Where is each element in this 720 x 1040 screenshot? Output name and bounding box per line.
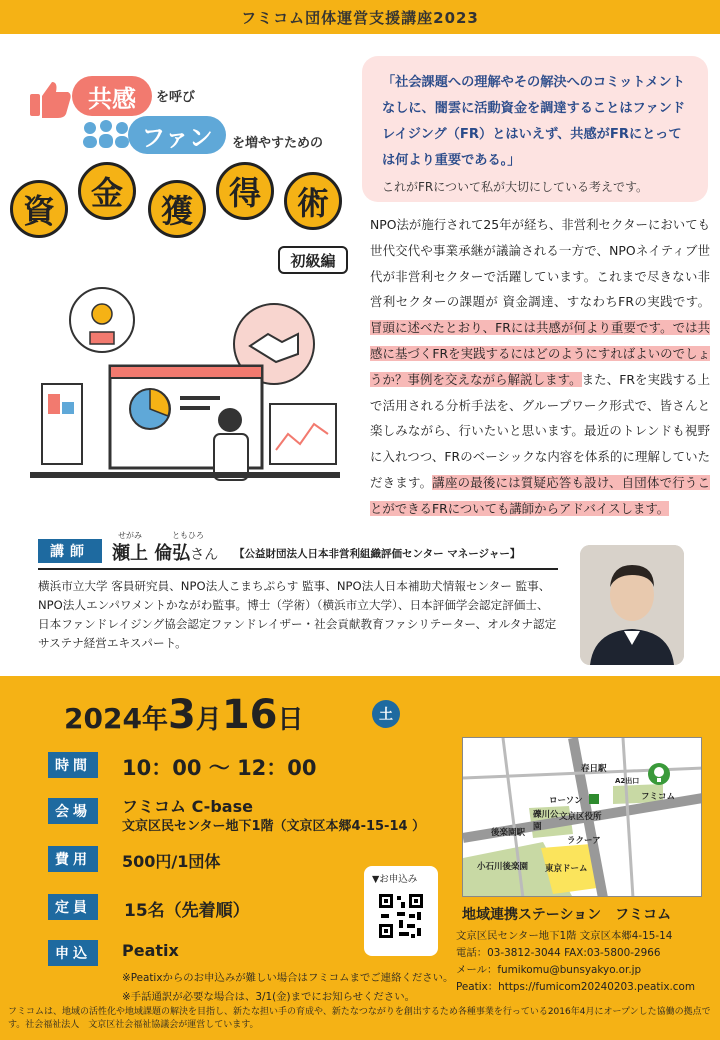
top-banner — [0, 0, 720, 34]
date-nichi: 日 — [277, 705, 304, 735]
date-year: 2024 — [64, 702, 142, 735]
apply-label: ▼お申込み — [372, 874, 418, 885]
label-capacity: 定員 — [48, 894, 98, 920]
wo-fuyasu-text: を増やすための — [232, 136, 324, 151]
banner-title: フミコム団体運営支援講座2023 — [241, 8, 479, 27]
body-highlight-2: 講座の最後には質疑応答も設け、自団体で行うことができるFRについても講師からアドバイスします。 — [370, 474, 710, 516]
station-mail[interactable]: メール：fumikomu@bunsyakyo.or.jp — [456, 964, 642, 976]
date-nen: 年 — [141, 705, 168, 735]
station-contact — [456, 928, 695, 996]
station-tel: 電話：03-3812-3044 FAX:03-5800-2966 — [456, 947, 661, 959]
qr-code-icon[interactable] — [377, 892, 425, 940]
map-label-a2: A2出口 — [615, 777, 640, 785]
lecturer-tag: 講師 — [38, 539, 102, 563]
body-p1: NPO法が施行されて25年が経ち、非営利セクターにおいても世代交代や事業承継が議論される一方で、NPOネイティブ世代が非営利セクターで活躍しています。これまで尽きない非営利セクターの課題が 資金調達、すなわちFRの実践です。 — [370, 217, 710, 310]
title-char-5: 術 — [284, 172, 342, 230]
lecturer-photo — [580, 545, 684, 665]
map-label-park: 礫川公園 — [533, 810, 559, 832]
date-month: 3 — [167, 692, 196, 738]
lecturer-ruby-last: せがみ — [118, 531, 142, 540]
thumbs-up-icon — [28, 80, 74, 120]
level-badge: 初級編 — [278, 246, 348, 274]
title-char-1: 資 — [10, 180, 68, 238]
lecturer-ruby-first: ともひろ — [172, 531, 204, 540]
lecturer-bio: 横浜市立大学 客員研究員、NPO法人こまちぷらす 監事、NPO法人日本補助犬情報センター 監事、NPO法人エンパワメントかながわ監事。博士（学術）（横浜市立大学）、日本評価学会認定評価士、日本ファンドレイジング協会認定ファンドレイザー・社会貢献教育ファシリテーター、オルタナ認定サステナ経営エキスパート。 — [38, 579, 557, 650]
quote-note: これがFRについて私が大切にしている考えです。 — [382, 180, 649, 194]
value-time: 10：00 〜 12：00 — [122, 756, 317, 780]
body-highlight-1: 冒頭に述べたとおり、FRには共感が何より重要です。では共感に基づくFRを実践するにはどのようにすればよいのでしょうか？事例を交えながら解説します。 — [370, 320, 710, 387]
quote-box — [362, 56, 708, 202]
people-icon — [80, 120, 132, 150]
note-peatix: ※Peatixからのお申込みが難しい場合はフミコムまでご連絡ください。 — [122, 972, 454, 984]
title-char-3: 獲 — [148, 180, 206, 238]
body-p2: また、FRを実践する上で活用される分析手法を、グループワーク形式で、皆さんと楽しみながら、行いたいと思います。最近のトレンドも視野に入れつつ、FRのベーシックな内容を体系的に理解していただきます。 — [370, 371, 710, 490]
map-label-korakuen: 後楽園駅 — [491, 828, 526, 838]
date-day: 16 — [221, 692, 278, 738]
date-tsuki: 月 — [195, 705, 222, 735]
map-label-lawson: ローソン — [549, 796, 583, 806]
presentation-illustration — [30, 284, 340, 494]
kyokan-pill: 共感 — [72, 76, 152, 116]
quote-text: 「社会課題への理解やその解決へのコミットメントなしに、闇雲に活動資金を調達することはファンドレイジング（FR）とはいえず、共感がFRにとっては何より重要である。」 — [382, 75, 686, 168]
access-map — [462, 737, 702, 897]
note-sign-language: ※手話通訳が必要な場合は、3/1(金)までにお知らせください。 — [122, 991, 415, 1003]
map-label-dome: 東京ドーム — [545, 864, 588, 874]
title-char-2: 金 — [78, 162, 136, 220]
map-label-kasuga: 春日駅 — [581, 764, 607, 774]
station-address: 文京区民センター地下1階 文京区本郷4-15-14 — [456, 930, 673, 942]
fan-pill: ファン — [128, 116, 226, 154]
wo-yobi-text: を呼び — [156, 90, 196, 105]
map-label-koishikawa: 小石川後楽園 — [477, 862, 529, 872]
title-char-4: 得 — [216, 162, 274, 220]
label-apply: 申込 — [48, 940, 98, 966]
station-peatix[interactable]: Peatix：https://fumicom20240203.peatix.com — [456, 981, 695, 993]
label-venue: 会場 — [48, 798, 98, 824]
value-venue: フミコム C-base — [122, 797, 253, 816]
lecturer-honorific: さん — [190, 547, 219, 563]
map-label-fumikomu: フミコム — [641, 792, 676, 802]
apply-qr-box[interactable] — [364, 866, 438, 956]
lecturer-divider — [38, 568, 558, 570]
event-date — [64, 692, 304, 738]
day-of-week-badge: 土 — [372, 700, 400, 728]
lecturer-name-text: 瀬上 倫弘 — [112, 543, 191, 564]
value-fee: 500円/1団体 — [122, 852, 221, 871]
body-text — [370, 212, 710, 522]
station-title: 地域連携ステーション フミコム — [462, 907, 672, 923]
footer-text: フミコムは、地域の活性化や地域課題の解決を目指し、新たな担い手の育成や、新たなつながりを創出するため各種事業を行っている2016年4月にオープンした協働の拠点です。社会福祉法人 文京区社会福祉協議会が運営しています。 — [8, 1007, 711, 1030]
label-fee: 費用 — [48, 846, 98, 872]
map-label-city-hall: 文京区役所 — [559, 812, 602, 822]
map-label-laqua: ラクーア — [567, 836, 601, 846]
title-area — [10, 70, 355, 285]
value-apply[interactable]: Peatix — [122, 941, 179, 960]
lecturer-org: 【公益財団法人日本非営利組織評価センター マネージャー】 — [234, 548, 521, 560]
value-venue-address: 文京区民センター地下1階（文京区本郷4-15-14 ） — [122, 819, 426, 834]
lecturer-name — [112, 539, 218, 565]
value-capacity: 15名（先着順） — [124, 901, 250, 921]
label-time: 時間 — [48, 752, 98, 778]
